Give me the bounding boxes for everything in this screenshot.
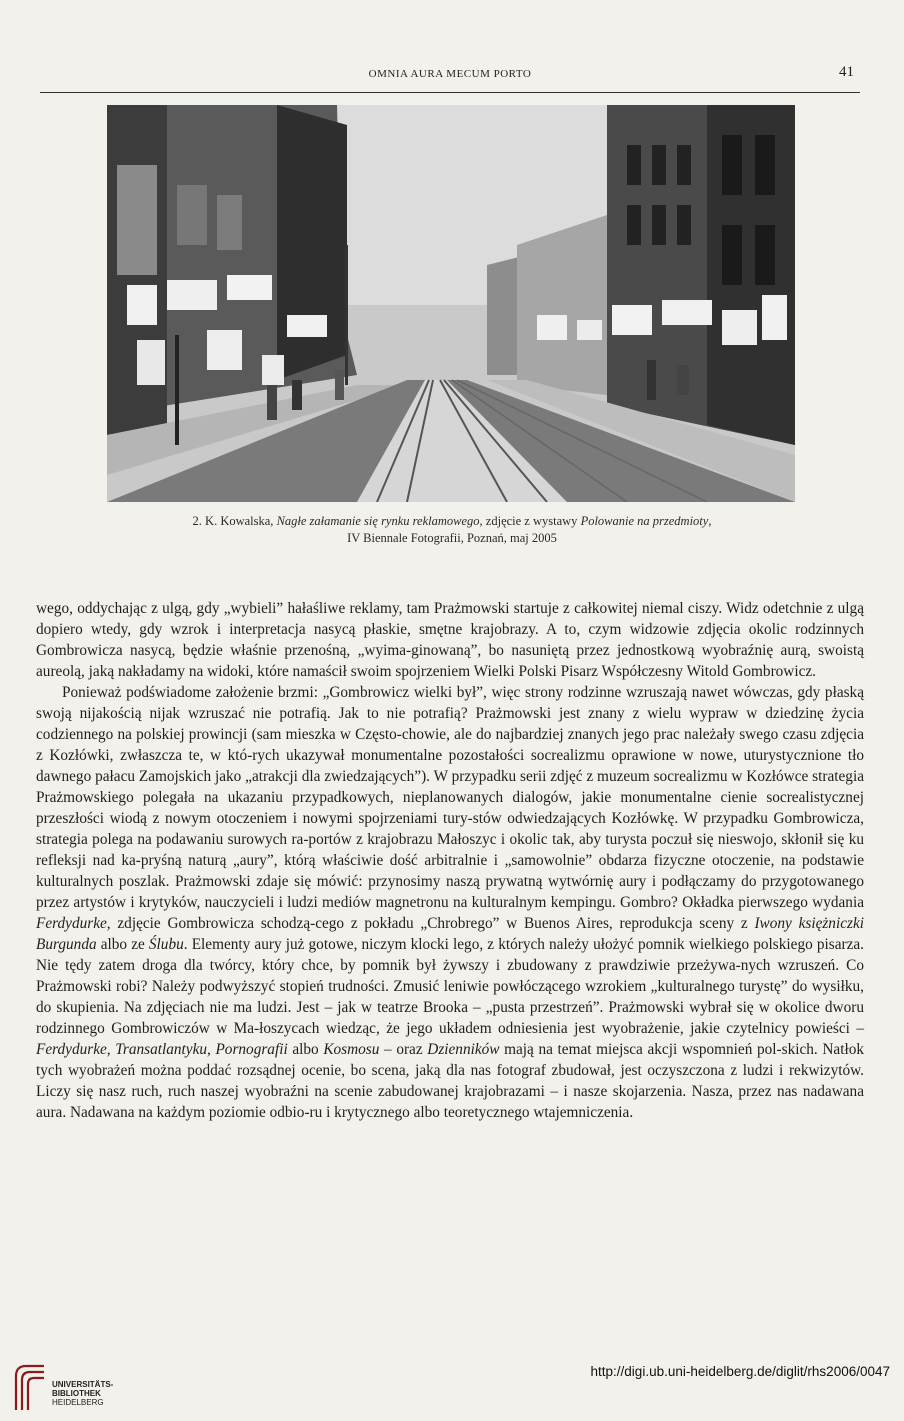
- italic-title: Iwony księżniczki Burgunda: [36, 915, 864, 953]
- paragraph-2: [36, 682, 864, 1123]
- paragraph-2-text: albo ze: [96, 936, 149, 953]
- library-name: [52, 1380, 113, 1407]
- source-url-link[interactable]: http://digi.ub.uni-heidelberg.de/diglit/rhs2006/0047: [590, 1364, 890, 1379]
- paragraph-1: wego, oddychając z ulgą, gdy „wybieli” hałaśliwe reklamy, tam Prażmowski startuje z całkowitej niemal ciszy. Widz odetchnie z ulgą dopiero wtedy, gdy wzrok i interpretacja nasycą płaskie, smętne krajobrazy. A to, czym widzowie zdjęcia okolic rodzinnych Gombrowicza nasycą, będzie właśnie przenośną, „wyima-ginowaną”, bo nasuniętą przez jednostkową wyobraźnię aurą, swoistą aureolą, jaką nakładamy na widoki, które namaścił swoim spojrzeniem Wielki Polski Pisarz Współczesny Witold Gombrowicz.: [36, 600, 864, 680]
- italic-title: Ferdydurke, Transatlantyku, Pornografii: [36, 1041, 288, 1058]
- paragraph-2-text: Ponieważ podświadome założenie brzmi: „Gombrowicz wielki był”, więc strony rodzinne wzruszają nawet wówczas, gdy płaską swoją nijakością nijak wzruszać nie potrafią. Jak to nie potrafią? Prażmowski jest znany z wielu wypraw w dziedzinę życia codziennego na polskiej prowincji (sam mieszka w Często-chowie, ale do najbardziej znanych jego prac należały swego czasu zdjęcia z Kozłówki, zwłaszcza te, w któ-rych ukazywał monumentalne pozostałości socrealizmu oprawione w nowe, uturystycznione tło dawnego pałacu Zamojskich jako „atrakcji dla zwiedzających”). W przypadku serii zdjęć z muzeum socrealizmu w Kozłówce strategia Prażmowskiego polegała na ukazaniu przypadkowych, nieplanowanych dialogów, jakie monumentalne cienie socrealistycznej przeszłości wiodą z nowym otoczeniem i nowymi spojrzeniami tury-stów odwiedzających Kozłówkę. W przypadku Gombrowicza, strategia polega na podawaniu surowych ra-portów z krajobrazu Małoszyc i okolic tak, aby turysta poczuł się nieswojo, skłonił się ku refleksji nad ka-pryśną naturą „aury”, którą właściwie dość arbitralnie i „samowolnie” obdarza fizyczne otoczenie, na podstawie kulturalnych poszlak. Prażmowski zdaje się mówić: przynosimy naszą prywatną wytwórnię aury i podłączamy do przygotowanego przez artystów i krytyków, nauczycieli i ludzi mediów magnetronu na kulturalnym kempingu. Gombro? Okładka pierwszego wydania: [36, 684, 864, 911]
- caption-work-title: Nagłe załamanie się rynku reklamowego: [276, 514, 480, 528]
- caption-exhibition-title: Polowanie na przedmioty: [580, 514, 709, 528]
- page-number: 41: [839, 64, 854, 80]
- paragraph-2-text: albo: [287, 1041, 324, 1058]
- paragraph-2-text: mają na temat miejsca akcji wspomnień pol-skich. Natłok tych wyobrażeń można poddać rozsądnej ocenie, bo scena, jaką dla nas fotograf zbudował, jest oczyszczona z ludzi i rekwizytów. Liczy się nasz ruch, ruch naszej wyobraźni na scenie zabudowanej krajobrazami – i nasze skojarzenia. Nasza, przez nas nadawana aura. Nadawana na każdym poziomie odbio-ru i krytycznego albo teoretycznego wtajemniczenia.: [36, 1041, 864, 1121]
- library-name-line-2: BIBLIOTHEK: [52, 1389, 101, 1398]
- italic-title: Kosmosu: [323, 1041, 380, 1058]
- street-scene-image: [107, 105, 795, 502]
- figure-caption: [70, 513, 834, 547]
- library-name-line-3: HEIDELBERG: [52, 1398, 104, 1407]
- italic-title: Ślubu: [148, 936, 184, 953]
- running-title: OMNIA AURA MECUM PORTO: [368, 68, 532, 80]
- italic-title: Dzienników: [427, 1041, 500, 1058]
- caption-line-1: [70, 513, 834, 530]
- body-text: [36, 598, 864, 1123]
- page-footer: [0, 1358, 904, 1421]
- library-logo[interactable]: [10, 1362, 130, 1412]
- caption-prefix: 2. K. Kowalska,: [192, 514, 277, 528]
- caption-middle: , zdjęcie z wystawy: [479, 514, 581, 528]
- paragraph-2-text: – oraz: [379, 1041, 428, 1058]
- library-name-line-1: UNIVERSITÄTS-: [52, 1380, 114, 1389]
- italic-title: Ferdydurke: [36, 915, 107, 932]
- paragraph-2-text: . Elementy aury już gotowe, niczym klocki lego, z których należy ułożyć pomnik wielkiego polskiego pisarza. Nie tędy zatem droga dla twórcy, który chce, by pomnik był żywszy i zbudowany z prawdziwie przeżywa-nych wzruszeń. Co Prażmowski robi? Należy podwyższyć stopień trudności. Zmusić leniwie powłóczącego wzrokiem „kulturalnego turystę” do wysiłku, do skupienia. Na zdjęciach nie ma ludzi. Jest – jak w teatrze Brooka – „pusta przestrzeń”. Prażmowski wybrał się w okolice dworu rodzinnego Gombrowiczów w Ma-łoszycach wiedząc, że jego układem odniesienia jest wyobrażenie, jakie czytelnicy powieści –: [36, 936, 865, 1037]
- caption-line-2: IV Biennale Fotografii, Poznań, maj 2005: [347, 531, 557, 545]
- library-emblem-icon: [10, 1362, 48, 1412]
- running-head: [40, 66, 860, 93]
- caption-suffix: ,: [708, 514, 712, 528]
- paragraph-2-text: , zdjęcie Gombrowicza schodzą-cego z pokładu „Chrobrego” w Buenos Aires, reprodukcja sceny z: [106, 915, 755, 932]
- street-photograph: [107, 105, 795, 502]
